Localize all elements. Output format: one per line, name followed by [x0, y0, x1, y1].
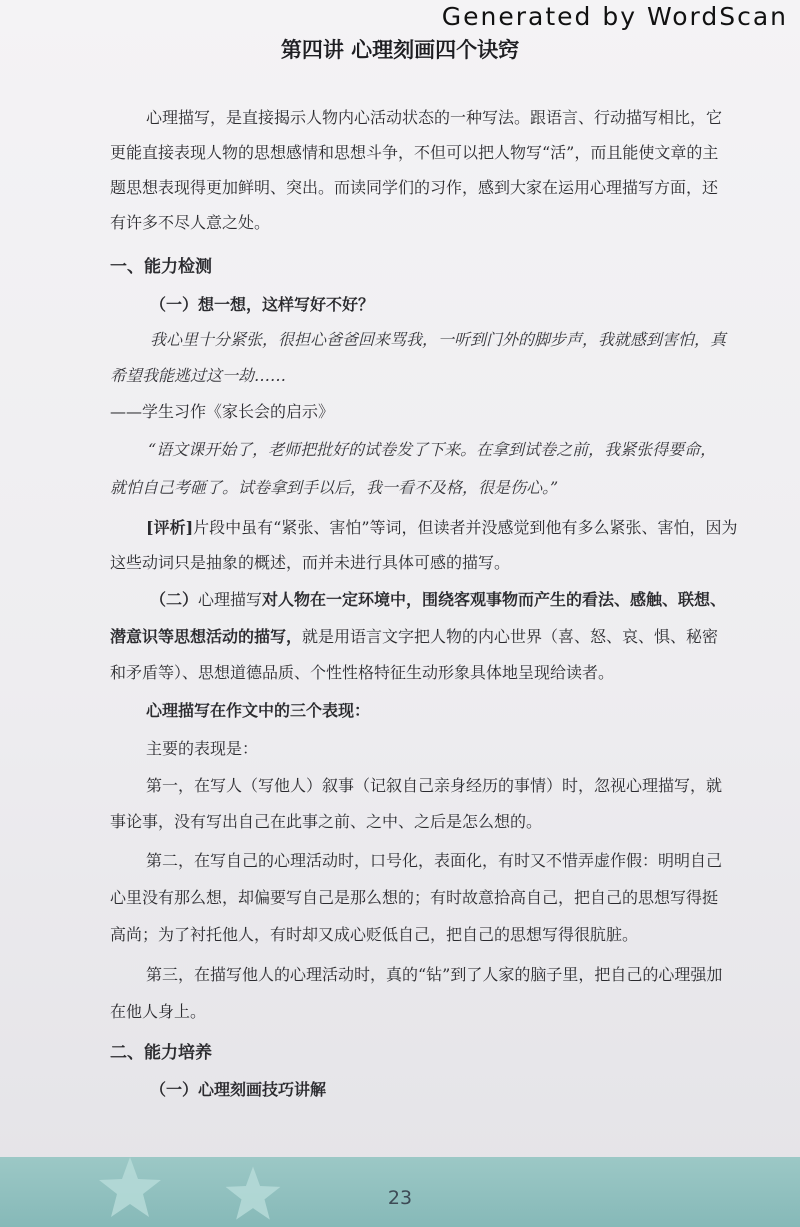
definition-rest-b: 就是用语言文字把人物的内心世界（喜、怒、哀、惧、秘密 — [302, 627, 719, 646]
section-2-subheading-1: （一）心理刻画技巧讲解 — [150, 1080, 327, 1099]
example-source: ——学生习作《家长会的启示》 — [110, 402, 335, 421]
section-2-heading: 二、能力培养 — [110, 1043, 212, 1063]
intro-line-2: 更能直接表现人物的思想感情和思想斗争，不但可以把人物写“活”，而且能使文章的主 — [110, 143, 719, 162]
definition-bold-b: 潜意识等思想活动的描写， — [110, 627, 303, 646]
intro-line-1: 心理描写，是直接揭示人物内心活动状态的一种写法。跟语言、行动描写相比，它 — [146, 108, 723, 127]
definition-line-3: 和矛盾等）、思想道德品质、个性性格特征生动形象具体地呈现给读者。 — [110, 663, 615, 682]
example-2-line-1: “语文课开始了，老师把批好的试卷发了下来。在拿到试卷之前，我紧张得要命， — [148, 440, 717, 459]
definition-label: （二） — [150, 590, 199, 609]
three-manifestations-heading: 心理描写在作文中的三个表现： — [146, 701, 371, 720]
comment-text-1: 片段中虽有“紧张、害怕”等词，但读者并没感觉到他有多么紧张、害怕，因为 — [193, 518, 738, 537]
definition-lead: 心理描写 — [198, 590, 263, 609]
section-1-heading: 一、能力检测 — [110, 257, 212, 277]
point-2-line-1: 第二，在写自己的心理活动时，口号化，表面化，有时又不惜弄虚作假：明明自己 — [146, 851, 723, 870]
section-1-subheading-1: （一）想一想，这样写好不好？ — [150, 295, 375, 314]
example-2-line-2: 就怕自己考砸了。试卷拿到手以后，我一看不及格，很是伤心。” — [110, 478, 559, 497]
definition-line-2 — [110, 619, 770, 654]
point-2-line-3: 高尚；为了衬托他人，有时却又成心贬低自己，把自己的思想写得很肮脏。 — [110, 925, 639, 944]
point-1-line-1: 第一，在写人（写他人）叙事（记叙自己亲身经历的事情）时，忽视心理描写，就 — [146, 776, 723, 795]
comment-line-1 — [146, 510, 800, 545]
intro-line-3: 题思想表现得更加鲜明、突出。而读同学们的习作，感到大家在运用心理描写方面，还 — [110, 178, 719, 197]
point-1-line-2: 事论事，没有写出自己在此事之前、之中、之后是怎么想的。 — [110, 812, 543, 831]
watermark: Generated by WordScan — [441, 2, 788, 31]
page-number: 23 — [387, 1187, 413, 1209]
page-title: 第四讲 心理刻画四个诀窍 — [280, 38, 520, 62]
comment-tag: [评析] — [146, 518, 194, 537]
point-3-line-2: 在他人身上。 — [110, 1002, 207, 1021]
example-1-line-2: 希望我能逃过这一劫…… — [110, 366, 287, 385]
point-2-line-2: 心里没有那么想，却偏要写自己是那么想的；有时故意拾高自己，把自己的思想写得挺 — [110, 888, 719, 907]
definition-bold-a: 对人物在一定环境中，围绕客观事物而产生的看法、感触、联想、 — [262, 590, 727, 609]
definition-line-1 — [150, 582, 800, 617]
intro-line-4: 有许多不尽人意之处。 — [110, 213, 271, 232]
point-3-line-1: 第三，在描写他人的心理活动时，真的“钻”到了人家的脑子里，把自己的心理强加 — [146, 965, 723, 984]
example-1-line-1: 我心里十分紧张，很担心爸爸回来骂我，一听到门外的脚步声，我就感到害怕，真 — [150, 330, 727, 349]
main-manifestations-intro: 主要的表现是： — [146, 739, 259, 758]
comment-line-2: 这些动词只是抽象的概述，而并未进行具体可感的描写。 — [110, 553, 511, 572]
